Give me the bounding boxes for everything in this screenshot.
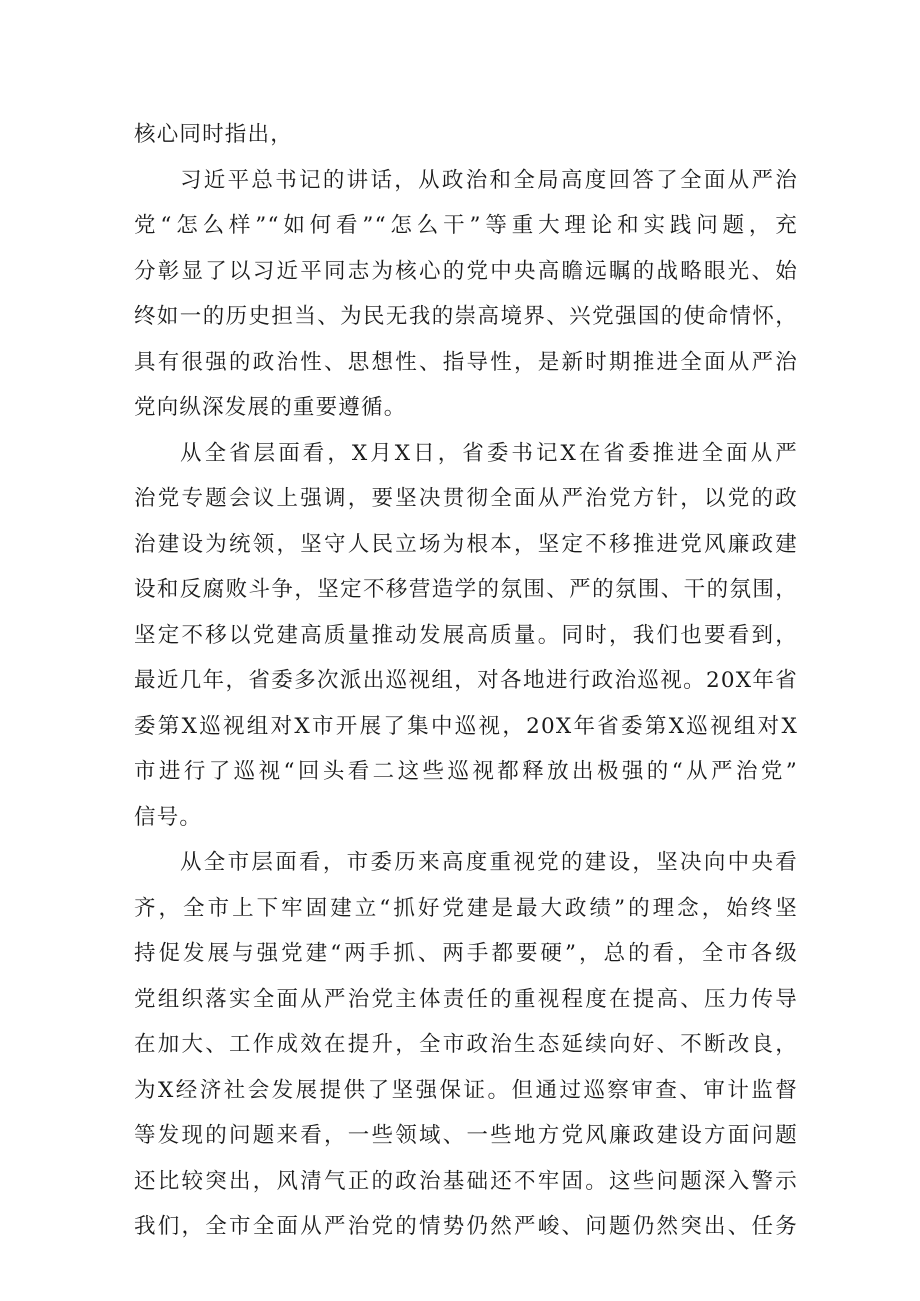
text-line: 核心同时指出， <box>134 122 293 147</box>
text-line: 从全市层面看，市委历来高度重视党的建设，坚决向中央看 <box>180 850 798 875</box>
text-line: 还比较突出，风清气正的政治基础还不牢固。这些问题深入警示 <box>134 1168 798 1194</box>
text-line: 在加大、工作成效在提升，全市政治生态延续向好、不断改良， <box>134 1032 798 1057</box>
text-line: 治建设为统领，坚守人民立场为根本，坚定不移推进党风廉政建 <box>134 531 798 557</box>
text-line: 设和反腐败斗争，坚定不移营造学的氛围、严的氛围、干的氛围， <box>134 577 798 602</box>
text-line: 分彰显了以习近平同志为核心的党中央高瞻远瞩的战略眼光、始 <box>134 258 798 284</box>
text-line: 我们，全市全面从严治党的情势仍然严峻、问题仍然突出、任务 <box>134 1214 798 1239</box>
text-line: 终如一的历史担当、为民无我的崇高境界、兴党强国的使命情怀， <box>134 304 798 329</box>
document-body <box>134 112 798 1250</box>
text-line: 具有很强的政治性、思想性、指导性，是新时期推进全面从严治 <box>134 349 798 375</box>
text-line: 委第X巡视组对X市开展了集中巡视，20X年省委第X巡视组对X <box>134 713 798 739</box>
text-line: 为X经济社会发展提供了坚强保证。但通过巡察审查、审计监督 <box>134 1077 798 1103</box>
text-line: 党组织落实全面从严治党主体责任的重视程度在提高、压力传导 <box>134 986 798 1012</box>
text-line: 坚定不移以党建高质量推动发展高质量。同时，我们也要看到， <box>134 622 798 648</box>
text-line: 党向纵深发展的重要遵循。 <box>134 395 407 420</box>
text-line: 习近平总书记的讲话，从政治和全局高度回答了全面从严治 <box>180 167 798 193</box>
text-line: 党“怎么样”“如何看”“怎么干”等重大理论和实践问题，充 <box>134 213 798 238</box>
text-line: 从全省层面看，X月X日，省委书记X在省委推进全面从严 <box>180 440 798 466</box>
text-line: 齐，全市上下牢固建立“抓好党建是最大政绩”的理念，始终坚 <box>134 895 798 921</box>
text-line: 最近几年，省委多次派出巡视组，对各地进行政治巡视。20X年省 <box>134 668 798 693</box>
text-line: 治党专题会议上强调，要坚决贯彻全面从严治党方针，以党的政 <box>134 486 798 511</box>
text-line: 持促发展与强党建“两手抓、两手都要硬”，总的看，全市各级 <box>134 941 798 966</box>
text-line: 信号。 <box>134 804 203 830</box>
text-line: 等发现的问题来看，一些领域、一些地方党风廉政建设方面问题 <box>134 1123 798 1148</box>
text-line: 市进行了巡视“回头看二这些巡视都释放出极强的“从严治党” <box>134 759 798 784</box>
